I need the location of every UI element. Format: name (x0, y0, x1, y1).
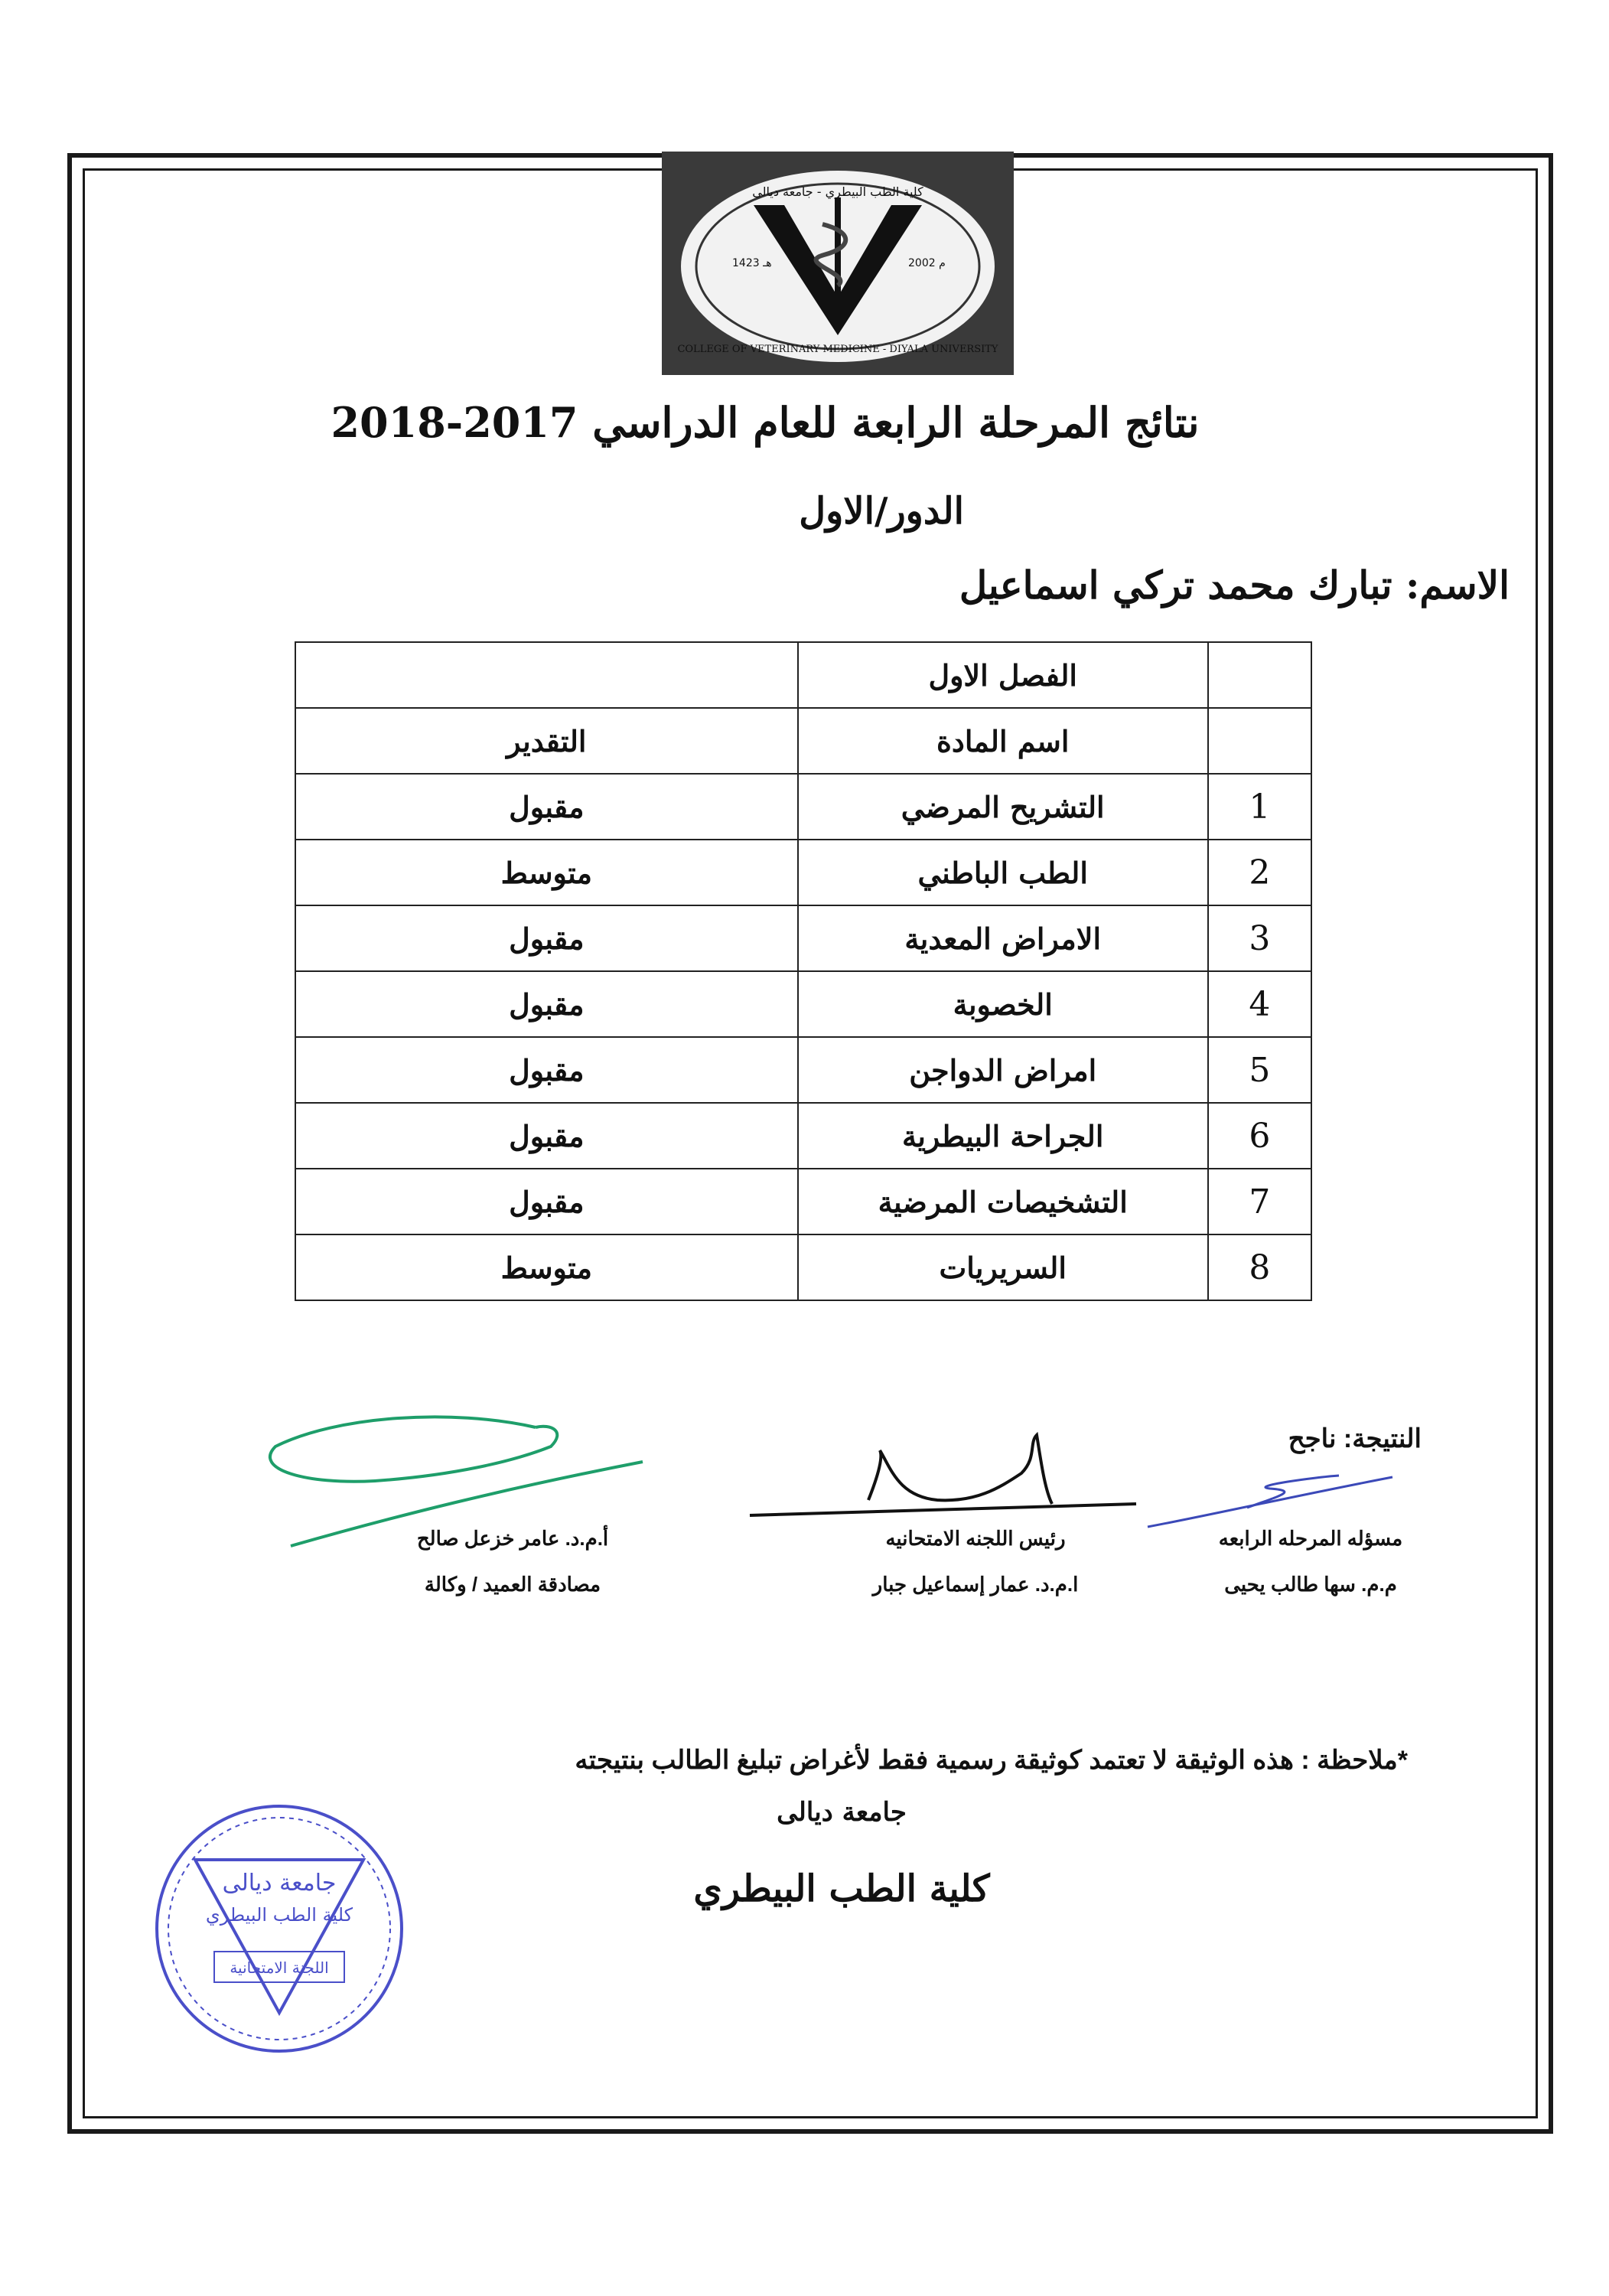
grade-header: التقدير (295, 708, 798, 774)
table-row (295, 774, 1311, 840)
logo-arabic-text: كلية الطب البيطري - جامعة ديالى (752, 184, 923, 199)
table-row (295, 905, 1311, 971)
row-number: 2 (1208, 840, 1311, 905)
table-header-row (295, 642, 1311, 708)
row-number: 4 (1208, 971, 1311, 1037)
subject-grade: مقبول (295, 905, 798, 971)
row-number: 7 (1208, 1169, 1311, 1234)
exam-committee-stamp (149, 1799, 409, 2059)
stage-officer-title: مسؤله المرحله الرابعه (1218, 1527, 1403, 1550)
subject-name: الطب الباطني (798, 840, 1208, 905)
subject-name: الخصوبة (798, 971, 1208, 1037)
stage-officer-name: م.م. سها طالب يحيى (1224, 1573, 1397, 1596)
final-result: النتيجة: ناجح (1288, 1424, 1422, 1453)
table-row (295, 1037, 1311, 1103)
subject-grade: مقبول (295, 1037, 798, 1103)
stamp-line-2: كلية الطب البيطري (205, 1904, 353, 1926)
university-name: جامعة ديالى (777, 1797, 907, 1828)
subject-header: اسم المادة (798, 708, 1208, 774)
row-number: 3 (1208, 905, 1311, 971)
logo-year-right: 2002 م (908, 257, 946, 269)
subject-name: التشريح المرضي (798, 774, 1208, 840)
college-logo (662, 152, 1014, 375)
college-name: كلية الطب البيطري (693, 1867, 990, 1910)
table-header-row (295, 708, 1311, 774)
row-number: 1 (1208, 774, 1311, 840)
table-row (295, 1103, 1311, 1169)
table-row (295, 1169, 1311, 1234)
header-empty-number (1208, 708, 1311, 774)
table-row (295, 1234, 1311, 1300)
subject-grade: متوسط (295, 1234, 798, 1300)
grades-table (295, 641, 1312, 1301)
page-title: نتائج المرحلة الرابعة للعام الدراسي 2017-2018 (331, 398, 1200, 447)
committee-head-signature (746, 1427, 1144, 1523)
header-empty-number (1208, 642, 1311, 708)
row-number: 8 (1208, 1234, 1311, 1300)
subject-grade: مقبول (295, 774, 798, 840)
dean-title: مصادقة العميد / وكالة (424, 1573, 601, 1596)
subject-name: الامراض المعدية (798, 905, 1208, 971)
subject-name: السريريات (798, 1234, 1208, 1300)
subject-grade: مقبول (295, 1103, 798, 1169)
subject-grade: متوسط (295, 840, 798, 905)
row-number: 5 (1208, 1037, 1311, 1103)
stamp-line-1: جامعة ديالى (222, 1870, 337, 1896)
header-empty-grade (295, 642, 798, 708)
logo-year-left: 1423 هـ (732, 257, 772, 269)
semester-header: الفصل الاول (798, 642, 1208, 708)
subject-name: امراض الدواجن (798, 1037, 1208, 1103)
stage-officer-block (1165, 1515, 1456, 1607)
committee-head-name: ا.م.د. عمار إسماعيل جبار (872, 1573, 1079, 1596)
subject-grade: مقبول (295, 971, 798, 1037)
stamp-line-3: اللجنة الامتحانية (230, 1958, 329, 1977)
subject-name: التشخيصات المرضية (798, 1169, 1208, 1234)
committee-head-title: رئيس اللجنه الامتحانيه (885, 1527, 1066, 1550)
committee-head-block (822, 1515, 1129, 1607)
exam-round: الدور/الاول (799, 490, 964, 533)
dean-block (367, 1515, 658, 1607)
subject-grade: مقبول (295, 1169, 798, 1234)
table-row (295, 840, 1311, 905)
disclaimer-note: *ملاحظة : هذه الوثيقة لا تعتمد كوثيقة رسمية فقط لأغراض تبليغ الطالب بنتيجته (575, 1746, 1408, 1775)
subject-name: الجراحة البيطرية (798, 1103, 1208, 1169)
row-number: 6 (1208, 1103, 1311, 1169)
logo-english-text: COLLEGE OF VETERINARY MEDICINE - DIYALA UNIVERSITY (677, 344, 998, 355)
dean-name: أ.م.د. عامر خزعل صالح (416, 1527, 609, 1550)
student-name: الاسم: تبارك محمد تركي اسماعيل (959, 563, 1510, 608)
table-row (295, 971, 1311, 1037)
